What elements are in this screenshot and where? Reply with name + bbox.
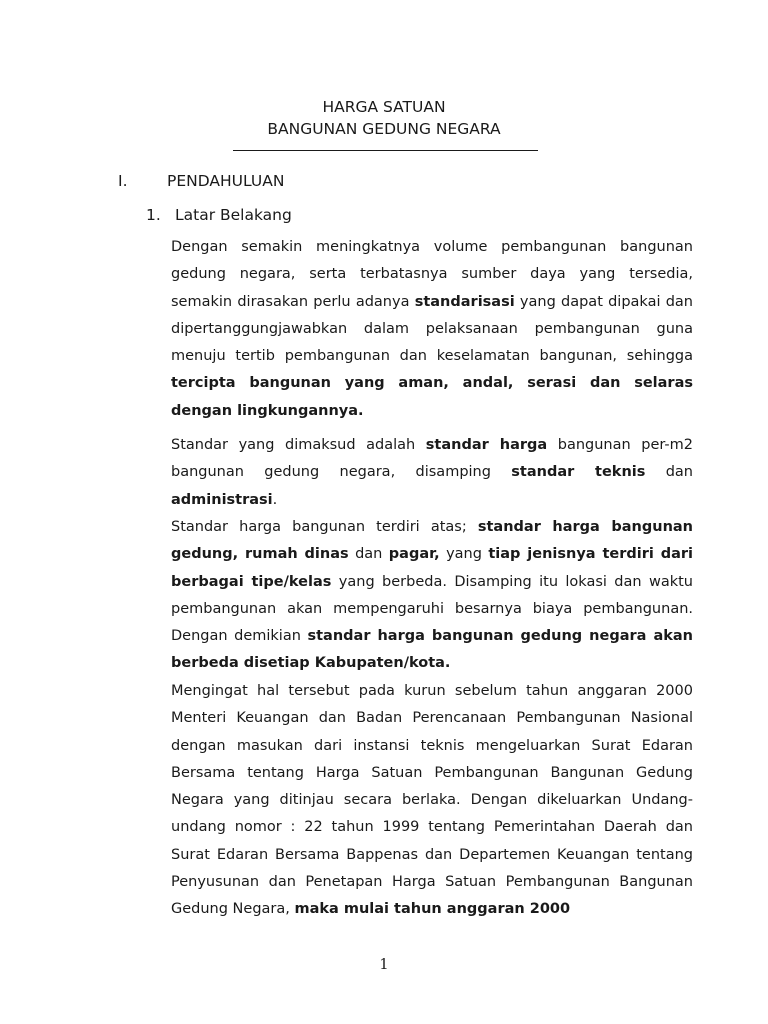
body-text: dan [645,464,693,481]
body-text: Dengan semakin meningkatnya volume pembangunan bangunan gedung negara, serta terbatasnya sumber daya yang tersedia, semakin dirasakan perlu adanya [171,239,693,310]
bold-text: pagar, [388,546,440,563]
page-number: 1 [379,957,389,973]
paragraph [171,234,693,425]
title-underline [233,150,538,151]
title-line-1: HARGA SATUAN [322,98,446,116]
section-title: PENDAHULUAN [167,172,285,190]
paragraph [171,514,693,678]
body-text: bangunan per-m2 bangunan gedung negara, disamping [171,437,693,481]
document-title [0,96,768,140]
bold-text: administrasi [171,491,273,508]
bold-text: standar teknis [511,464,646,481]
bold-text: standar harga bangunan gedung, rumah dinas [171,519,693,563]
body-text: Standar harga bangunan terdiri atas; [171,519,478,535]
body-text: yang [439,546,489,563]
bold-text: tiap jenisnya terdiri dari berbagai tipe/kelas [171,546,693,590]
bold-text: standar harga bangunan gedung negara akan berbeda disetiap Kabupaten/kota. [171,628,693,672]
subsection-heading [146,204,292,226]
body-text: yang berbeda. Disamping itu lokasi dan waktu pembangunan akan mempengaruhi besarnya biaya pembangunan. Dengan demikian [171,573,693,645]
section-number: I. [118,172,128,190]
bold-text: maka mulai tahun anggaran 2000 [294,901,571,918]
bold-text: tercipta bangunan yang aman, andal, serasi dan selaras dengan lingkungannya. [171,375,693,419]
body-text: Standar yang dimaksud adalah [171,437,426,453]
body-text: Mengingat hal tersebut pada kurun sebelum tahun anggaran 2000 Menteri Keuangan dan Badan Perencanaan Pembangunan Nasional dengan masukan dari instansi teknis mengeluarkan Surat Edaran Bersama tentang Harga Satuan Pembangunan Bangunan Gedung Negara yang ditinjau secara berlaka. Dengan dikeluarkan Undang-undang nomor : 22 tahun 1999 tentang Pemerintahan Daerah dan Surat Edaran Bersama Bappenas dan Departemen Keuangan tentang Penyusunan dan Penetapan Harga Satuan Pembangunan Bangunan Gedung Negara, [171,683,693,918]
bold-text: standarisasi [414,293,515,310]
body-text: dan [348,546,389,563]
subsection-number: 1. [146,206,161,224]
section-heading [118,170,284,192]
bold-text: standar harga [425,437,548,453]
body-text: yang dapat dipakai dan dipertanggungjawabkan dalam pelaksanaan pembangunan guna menuju tertib pembangunan dan keselamatan bangunan, sehingga [171,293,693,365]
title-line-2: BANGUNAN GEDUNG NEGARA [267,120,501,138]
paragraph [171,432,693,514]
body-text: . [272,491,278,508]
paragraph [171,678,693,924]
subsection-title: Latar Belakang [175,206,292,224]
